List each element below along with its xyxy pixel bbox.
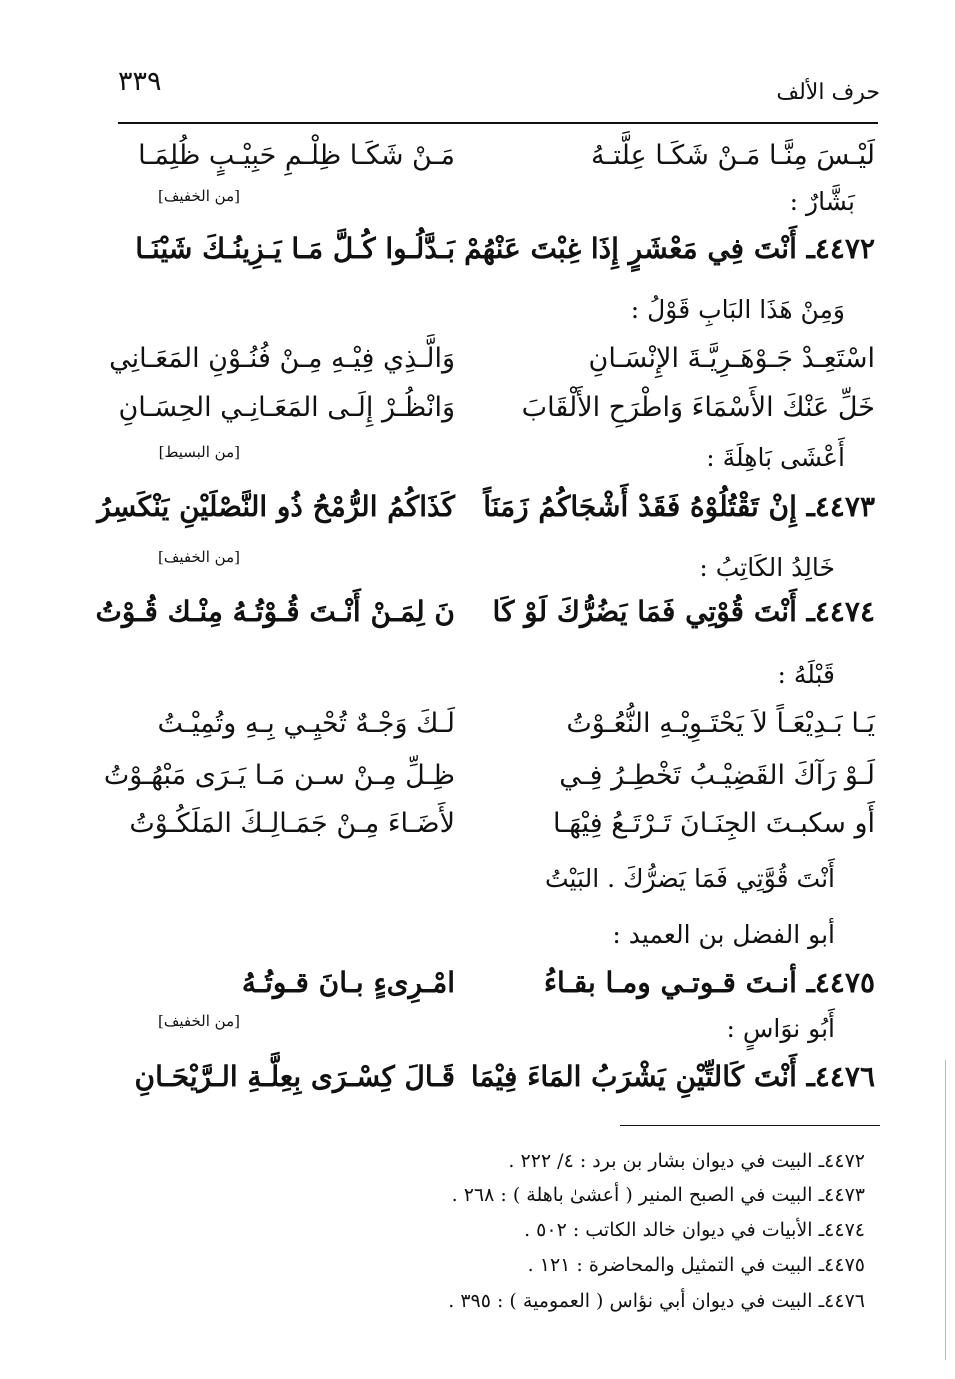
verse-4474-right: ٤٤٧٤ـ أَنْتَ قُوْتِي فَمَا يَضُرُّكَ لَوْ كَا — [492, 595, 875, 628]
meter-label: [من الخفيف] — [158, 1012, 240, 1030]
verse-hemistich-left: لَـكَ وَجْـهٌ تُحْيِـي بِـهِ وتُمِيْـتُ — [157, 708, 455, 739]
verse-4475-right: ٤٤٧٥ـ أنـتَ قـوتـي ومـا بقـاءُ — [543, 966, 875, 999]
margin-mark — [945, 1060, 946, 1360]
intro-line: وَمِنْ هَذَا البَابِ قَوْلُ : — [630, 295, 845, 324]
verse-4472-left: بَـدَّلُـوا كُـلَّ مَـا يَـزِينُـكَ شَيْنَـا — [135, 232, 455, 265]
header-rule — [118, 122, 878, 124]
meter-label: [من البسيط] — [158, 443, 240, 461]
meter-label: [من الخفيف] — [158, 187, 240, 205]
footnote-rule — [620, 1125, 880, 1126]
intro-line: قَبْلَهُ : — [777, 660, 835, 689]
verse-4472-right: ٤٤٧٢ـ أَنْتَ فِي مَعْشَرٍ إِذَا غِبْتَ عَنْهُمْ — [464, 232, 875, 265]
verse-hemistich-left: لأَضَـاءَ مِـنْ جَمَـالِـكَ المَلَكُـوْتُ — [129, 808, 455, 839]
footnote: ٤٤٧٦ـ البيت في ديوان أبي نؤاس ( العمومية ) : ٣٩٥ . — [448, 1290, 865, 1312]
footnote: ٤٤٧٣ـ البيت في الصبح المنير ( أعشىٰ باهلة ) : ٢٦٨ . — [451, 1184, 865, 1206]
verse-4475-left: امْـرِىءٍ بـانَ قـوتُـهُ — [241, 966, 455, 999]
verse-4474-left: نَ لِمَـنْ أَنْـتَ قُـوْتُـهُ مِنْـك قُـوْتُ — [95, 595, 455, 628]
quote-line: أَنْتَ قُوَّتِي فَمَا يَضرُّكَ . البَيْتُ — [544, 864, 835, 893]
page-number: ٣٣٩ — [118, 66, 162, 97]
poet-name: أبو الفضل بن العميد : — [612, 920, 835, 949]
verse-hemistich-left: وَالَّـذِي فِيْـهِ مِـنْ فُنُـوْنِ المَعَـانِي — [109, 343, 455, 374]
poet-name: بَشَّارٌ : — [789, 187, 855, 216]
verse-4476-right: ٤٤٧٦ـ أَنْتَ كَالتِّيْنِ يَشْرَبُ المَاءَ فِيْمَا — [470, 1060, 875, 1093]
verse-4473-right: ٤٤٧٣ـ إِنْ تَقْتُلُوْهُ فَقَدْ أَشْجَاكُمُ زَمَنَاً — [483, 490, 875, 523]
verse-hemistich-left: ظِـلِّ مِـنْ سـن مَـا يَـرَى مَبْهُـوْتُ — [103, 760, 455, 791]
poet-name: خَالِدُ الكَاتِبُ : — [699, 553, 835, 582]
verse-hemistich-right: اسْتَعِـدْ جَـوْهَـرِيَّـةَ الإِنْسَـانِ — [588, 343, 875, 374]
verse-hemistich-left: مَـنْ شَكَـا ظِلْـمِ حَبِيْـبٍ ظُلِمَـا — [138, 140, 455, 171]
poet-name: أَبُو نوَاسٍ : — [726, 1014, 835, 1043]
verse-hemistich-right: لَيْـسَ مِنَّـا مَـنْ شَكَـا عِلَّتـهُ — [591, 140, 875, 171]
verse-hemistich-right: لَـوْ رَآكَ القَضِيْـبُ تَخْطِـرُ فِـي — [559, 760, 875, 791]
section-title: حرف الألف — [776, 80, 880, 105]
poet-name: أَعْشَى بَاهِلَةَ : — [706, 443, 845, 472]
verse-hemistich-right: خَلِّ عَنْكَ الأَسْمَاءَ وَاطْرَحِ الأَلْقَابَ — [521, 392, 875, 423]
footnote: ٤٤٧٢ـ البيت في ديوان بشار بن برد : ٤/ ٢٢٢ . — [508, 1150, 865, 1172]
footnote: ٤٤٧٤ـ الأبيات في ديوان خالد الكاتب : ٥٠٢ . — [524, 1219, 865, 1241]
footnote: ٤٤٧٥ـ البيت في التمثيل والمحاضرة : ١٢١ . — [527, 1254, 865, 1276]
verse-4473-left: كَذَاكُمُ الرُّمْحُ ذُو النَّصْلَيْنِ يَنْكَسِرُ — [97, 490, 455, 523]
meter-label: [من الخفيف] — [158, 548, 240, 566]
verse-hemistich-right: أَو سكبـتَ الجِنَـانَ تَـرْتَـعُ فِيْهَـا — [553, 808, 875, 839]
verse-4476-left: قَـالَ كِسْـرَى بِعِلَّـةِ الـرَّيْحَـانِ — [134, 1060, 455, 1093]
verse-hemistich-right: يَـا بَـدِيْعَـاً لاَ يَحْتَـوِيْـهِ النُّعُـوْتُ — [566, 708, 875, 739]
verse-hemistich-left: وَانْظُـرْ إِلَـى المَعَـانِـي الحِسَـانِ — [118, 392, 455, 423]
